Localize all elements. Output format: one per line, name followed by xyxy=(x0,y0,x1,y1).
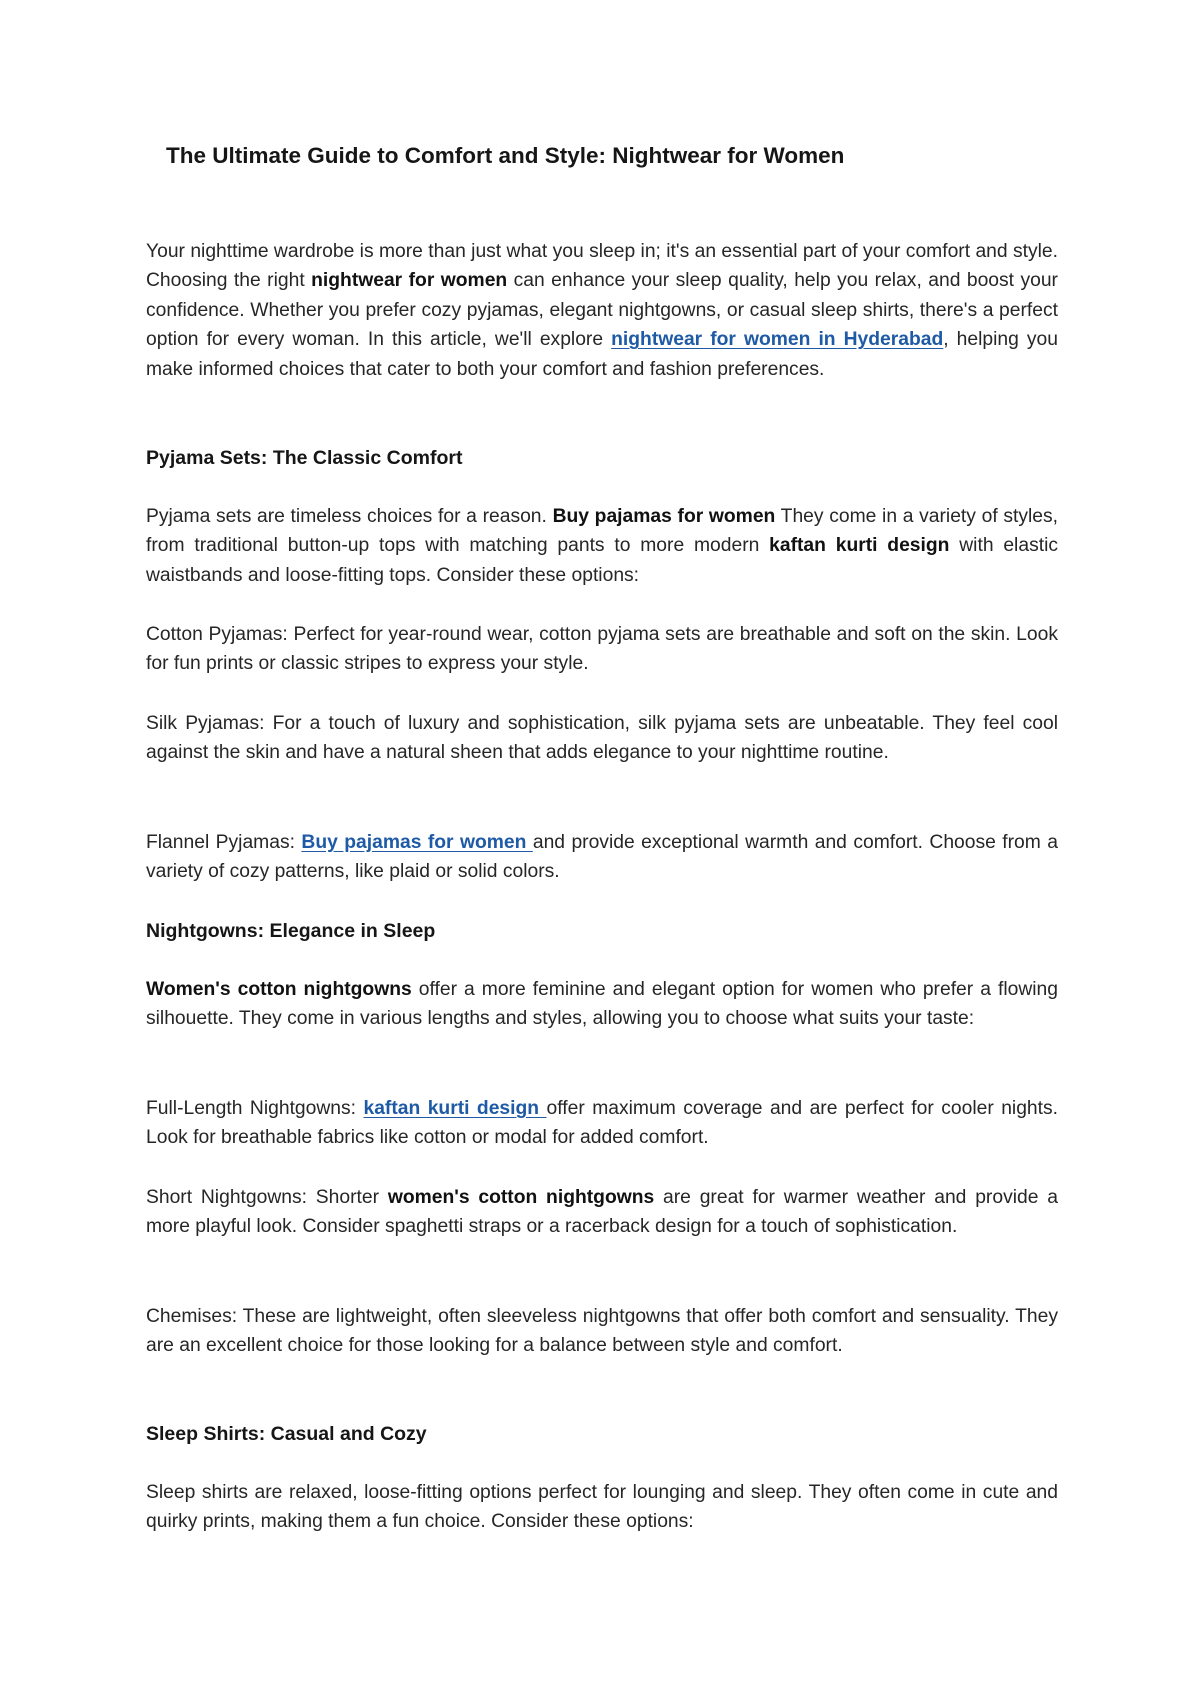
kaftan-bold-keyword: kaftan kurti design xyxy=(769,535,950,557)
pyjama-intro-text: Pyjama sets are timeless choices for a reason. xyxy=(146,506,553,527)
full-length-nightgowns-paragraph xyxy=(146,1094,1058,1153)
short-nightgowns-bold-keyword: women's cotton nightgowns xyxy=(387,1187,655,1208)
pyjama-intro-paragraph xyxy=(146,502,1058,590)
flannel-pyjamas-paragraph xyxy=(146,828,1058,887)
short-nightgowns-text: Short Nightgowns: Shorter xyxy=(146,1187,388,1208)
sleep-shirts-intro-paragraph: Sleep shirts are relaxed, loose-fitting options perfect for lounging and sleep. They often come in cute and quirky prints, making them a fun choice. Consider these options: xyxy=(146,1482,1058,1533)
short-nightgowns-paragraph xyxy=(146,1183,1058,1242)
chemises-paragraph: Chemises: These are lightweight, often sleeveless nightgowns that offer both comfort and sensuality. They are an excellent choice for those looking for a balance between style and comfort. xyxy=(146,1306,1058,1357)
intro-bold-keyword: nightwear for women xyxy=(311,270,508,292)
full-length-text: offer maximum coverage and are perfect for cooler nights. Look for breathable fabrics like cotton or modal for added comfort. xyxy=(146,1098,1058,1149)
buy-pajamas-link[interactable]: Buy pajamas for women xyxy=(301,832,533,853)
intro-text: can enhance your sleep quality, help you relax, and boost your confidence. Whether you prefer cozy pyjamas, elegant nightgowns, or casual sleep shirts, there's a perfect option for every woman. In this article, we'll explore xyxy=(146,270,1058,351)
kaftan-kurti-design-link[interactable]: kaftan kurti design xyxy=(363,1098,547,1119)
intro-paragraph xyxy=(146,237,1058,384)
intro-text: Your nighttime wardrobe is more than just what you sleep in; it's an essential part of your comfort and style. Choosing the right xyxy=(146,241,1058,292)
silk-pyjamas-paragraph: Silk Pyjamas: For a touch of luxury and sophistication, silk pyjama sets are unbeatable. They feel cool against the skin and have a natural sheen that adds elegance to your nighttime routine. xyxy=(146,713,1058,764)
pyjama-sets-heading: Pyjama Sets: The Classic Comfort xyxy=(146,447,463,469)
pyjama-intro-text: They come in a variety of styles, from traditional button-up tops with matching pants to more modern xyxy=(146,506,1058,557)
nightgowns-intro-paragraph xyxy=(146,975,1058,1034)
nightgowns-intro-text: offer a more feminine and elegant option for women who prefer a flowing silhouette. They come in various lengths and styles, allowing you to choose what suits your taste: xyxy=(146,979,1058,1030)
nightgowns-heading: Nightgowns: Elegance in Sleep xyxy=(146,920,436,942)
pyjama-bold-keyword: Buy pajamas for women xyxy=(552,506,776,527)
document-title: The Ultimate Guide to Comfort and Style: Nightwear for Women xyxy=(166,143,845,168)
flannel-text: and provide exceptional warmth and comfort. Choose from a variety of cozy patterns, like plaid or solid colors. xyxy=(146,832,1058,883)
short-nightgowns-text: are great for warmer weather and provide a more playful look. Consider spaghetti straps or a racerback design for a touch of sophistication. xyxy=(146,1187,1058,1238)
nightgowns-bold-keyword: Women's cotton nightgowns xyxy=(146,979,412,1000)
intro-text: , helping you make informed choices that cater to both your comfort and fashion preferences. xyxy=(146,329,1059,380)
flannel-text: Flannel Pyjamas: xyxy=(146,832,302,853)
sleep-shirts-heading: Sleep Shirts: Casual and Cozy xyxy=(146,1423,427,1445)
full-length-text: Full-Length Nightgowns: xyxy=(146,1098,364,1119)
pyjama-intro-text: with elastic waistbands and loose-fitting tops. Consider these options: xyxy=(146,535,1058,586)
nightwear-hyderabad-link[interactable]: nightwear for women in Hyderabad xyxy=(611,329,944,351)
cotton-pyjamas-paragraph: Cotton Pyjamas: Perfect for year-round wear, cotton pyjama sets are breathable and soft on the skin. Look for fun prints or classic stripes to express your style. xyxy=(146,624,1058,675)
